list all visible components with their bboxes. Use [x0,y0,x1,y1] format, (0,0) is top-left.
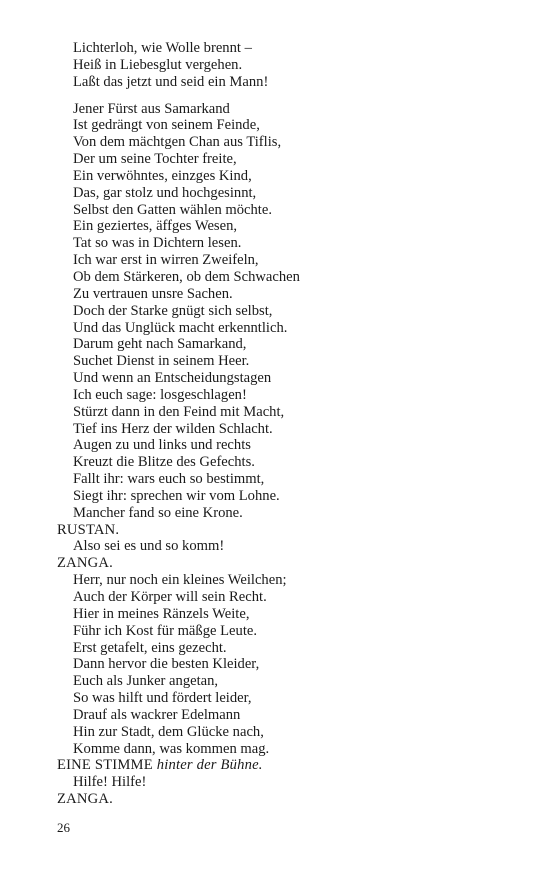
verse-line: Tat so was in Dichtern lesen. [73,235,242,252]
verse-line: Und wenn an Entscheidungstagen [73,370,272,387]
verse-line: Drauf als wackrer Edelmann [73,706,241,723]
verse-line: Stürzt dann in den Feind mit Macht, [73,403,285,420]
verse-line: Der um seine Tochter freite, [73,151,237,168]
verse-line: Suchet Dienst in seinem Heer. [73,353,250,370]
verse-line: So was hilft und fördert leider, [73,690,252,707]
speaker-name: ZANGA. [57,791,113,808]
verse-line: Kreuzt die Blitze des Gefechts. [73,454,255,471]
verse-line: Hin zur Stadt, dem Glücke nach, [73,723,264,740]
verse-line: Mancher fand so eine Krone. [73,504,243,521]
verse-line: Ich euch sage: losgeschlagen! [73,386,247,403]
verse-line: Von dem mächtgen Chan aus Tiflis, [73,134,282,151]
speech-zanga [57,555,517,757]
verse-line: Ein verwöhntes, einzges Kind, [73,167,252,184]
speech-zanga-2 [57,791,517,808]
verse-line: Augen zu und links und rechts [73,437,251,454]
verse-line: Laßt das jetzt und seid ein Mann! [73,73,269,90]
verse-line: Ist gedrängt von seinem Feinde, [73,117,260,134]
verse-line: Selbst den Gatten wählen möchte. [73,201,272,218]
verse-line: Euch als Junker angetan, [73,673,219,690]
verse-line: Also sei es und so komm! [73,538,225,555]
verse-line: Heiß in Liebesglut vergehen. [73,56,243,73]
speech-rustan [57,522,517,556]
stanza-2 [57,101,517,522]
verse-line: Erst getafelt, eins gezecht. [73,639,227,656]
verse-line: Das, gar stolz und hochgesinnt, [73,184,257,201]
verse-line: Führ ich Kost für mäßge Leute. [73,622,257,639]
verse-line: Und das Unglück macht erkenntlich. [73,319,288,336]
speaker-name: EINE STIMME [57,757,153,774]
stage-direction: hinter der Bühne. [156,757,263,774]
speaker-heading [57,757,517,774]
verse-line: Fallt ihr: wars euch so bestimmt, [73,471,265,488]
page-number: 26 [57,820,70,835]
verse-line: Siegt ihr: sprechen wir vom Lohne. [73,487,280,504]
verse-line: Lichterloh, wie Wolle brennt – [73,40,252,56]
page-body [57,40,517,808]
verse-line: Doch der Starke gnügt sich selbst, [73,302,273,319]
stanza-gap [57,91,517,101]
verse-line: Ob dem Stärkeren, ob dem Schwachen [73,268,300,285]
speaker-name: ZANGA. [57,555,113,572]
verse-line: Tief ins Herz der wilden Schlacht. [73,420,273,437]
verse-line: Jener Fürst aus Samarkand [73,100,230,117]
verse-line: Darum geht nach Samarkand, [73,336,247,353]
verse-line: Zu vertrauen unsre Sachen. [73,285,233,302]
speech-stimme [57,757,517,791]
verse-line: Hilfe! Hilfe! [73,774,147,791]
verse-line: Ich war erst in wirren Zweifeln, [73,252,259,269]
verse-line: Ein geziertes, äffges Wesen, [73,218,238,235]
verse-line: Dann hervor die besten Kleider, [73,656,260,673]
stanza-1 [57,40,517,91]
speaker-name: RUSTAN. [57,521,120,538]
verse-line: Herr, nur noch ein kleines Weilchen; [73,572,287,589]
verse-line: Hier in meines Ränzels Weite, [73,605,250,622]
verse-line: Komme dann, was kommen mag. [73,740,270,757]
verse-line: Auch der Körper will sein Recht. [73,589,267,605]
